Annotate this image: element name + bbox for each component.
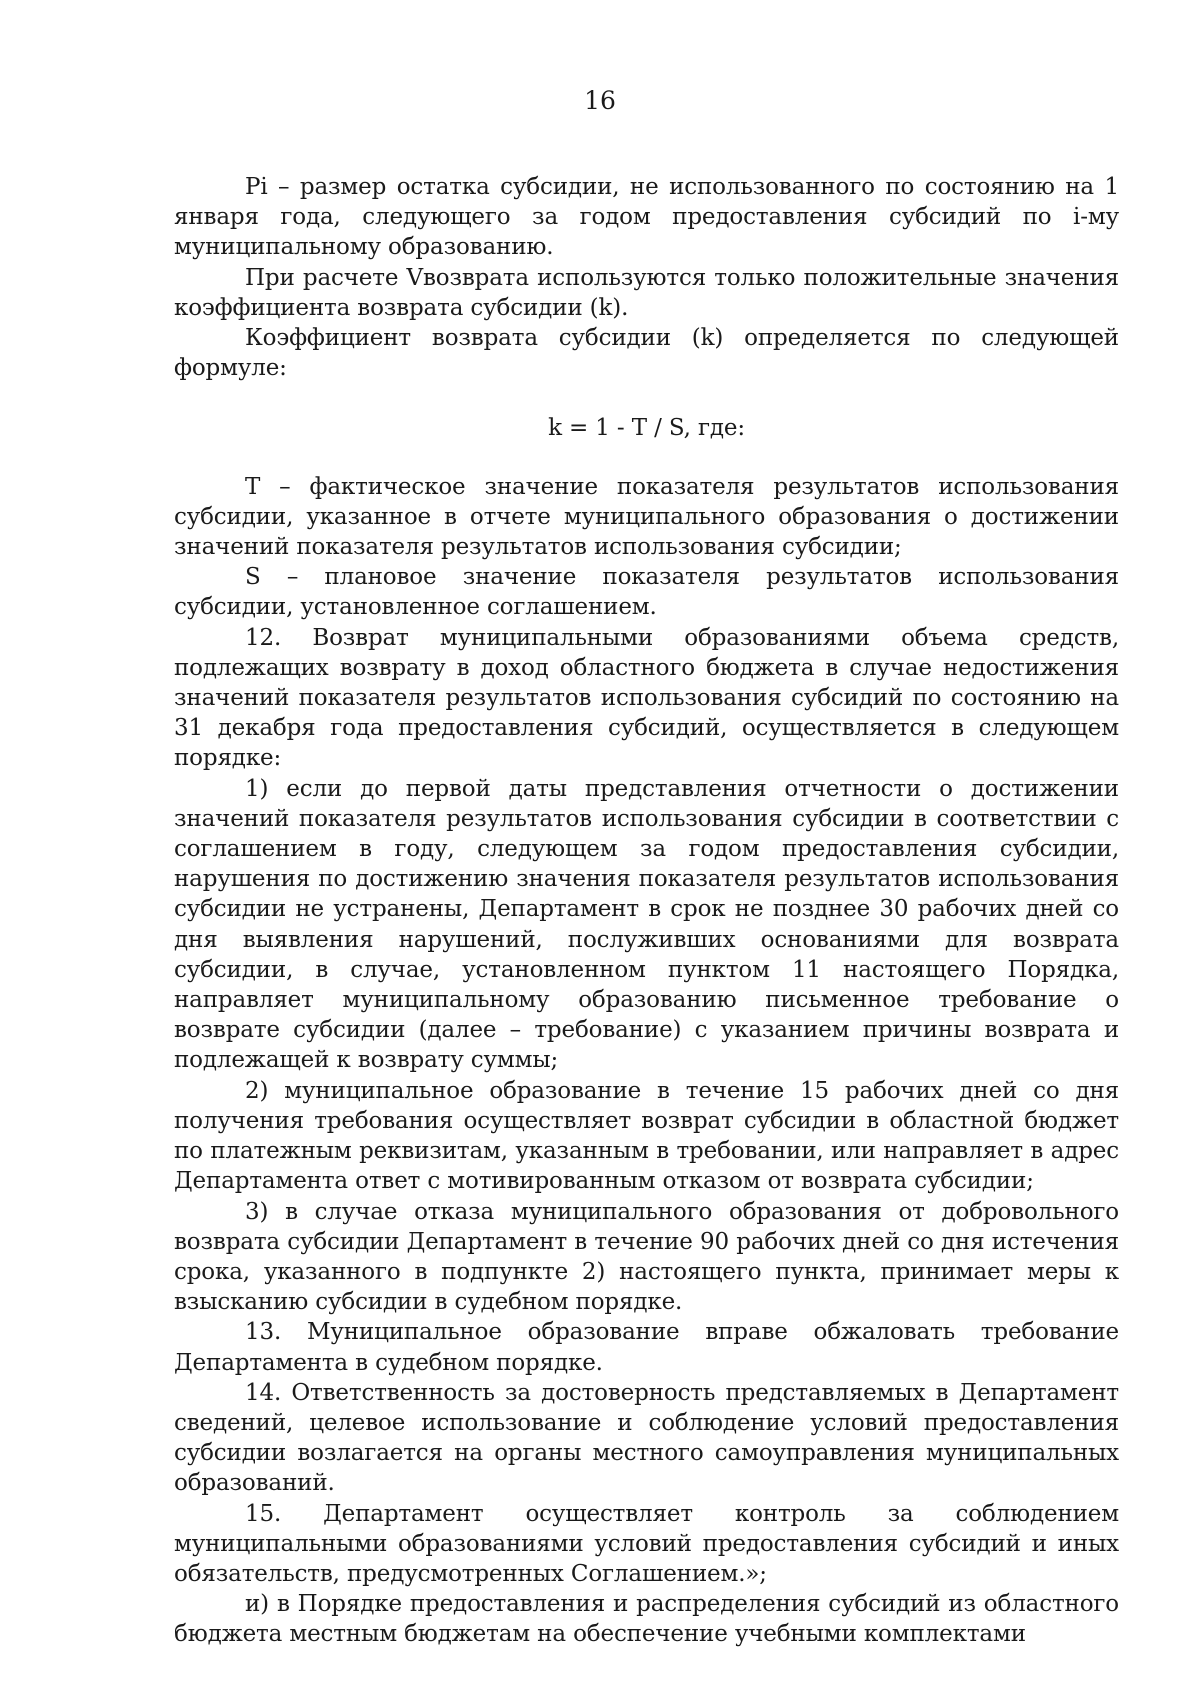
paragraph-item-12: 12. Возврат муниципальными образованиями объема средств, подлежащих возврату в доход областного бюджета в случае недостижения значений показателя результатов использования субсидий по состоянию на 31 декабря года предоставления субсидий, осуществляется в следующем порядке:: [174, 624, 1119, 772]
paragraph-subitem-2: 2) муниципальное образование в течение 15 рабочих дней со дня получения требования осуществляет возврат субсидии в областной бюджет по платежным реквизитам, указанным в требовании, или направляет в адрес Департамента ответ с мотивированным отказом от возврата субсидии;: [174, 1077, 1119, 1195]
document-body: [174, 172, 1119, 1650]
formula: k = 1 - T / S, где:: [548, 415, 745, 442]
paragraph-positive-values: При расчете Vвозврата используются только положительные значения коэффициента возврата субсидии (k).: [174, 264, 1119, 321]
paragraph-item-i: и) в Порядке предоставления и распределения субсидий из областного бюджета местным бюджетам на обеспечение учебными комплектами: [174, 1591, 1119, 1648]
paragraph-s-definition: S – плановое значение показателя результатов использования субсидии, установленное соглашением.: [174, 564, 1119, 621]
paragraph-item-15: 15. Департамент осуществляет контроль за соблюдением муниципальными образованиями условий предоставления субсидий и иных обязательств, предусмотренных Соглашением.»;: [174, 1500, 1119, 1587]
page-number: 16: [584, 86, 616, 115]
paragraph-item-14: 14. Ответственность за достоверность представляемых в Департамент сведений, целевое использование и соблюдение условий предоставления субсидии возлагается на органы местного самоуправления муниципальных образований.: [174, 1379, 1119, 1497]
paragraph-pi-definition: Pi – размер остатка субсидии, не использованного по состоянию на 1 января года, следующего за годом предоставления субсидий по i-му муниципальному образованию.: [174, 174, 1119, 261]
paragraph-t-definition: T – фактическое значение показателя результатов использования субсидии, указанное в отчете муниципального образования о достижении значений показателя результатов использования субсидии;: [174, 473, 1119, 561]
paragraph-subitem-1: 1) если до первой даты представления отчетности о достижении значений показателя результатов использования субсидии в соответствии с соглашением в году, следующем за годом предоставления субсидии, нарушения по достижению значения показателя результатов использования субсидии не устранены, Департамент в срок не позднее 30 рабочих дней со дня выявления нарушений, послуживших основаниями для возврата субсидии, в случае, установленном пунктом 11 настоящего Порядка, направляет муниципальному образованию письменное требование о возврате субсидии (далее – требование) с указанием причины возврата и подлежащей к возврату суммы;: [174, 775, 1119, 1074]
paragraph-subitem-3: 3) в случае отказа муниципального образования от добровольного возврата субсидии Департамент в течение 90 рабочих дней со дня истечения срока, указанного в подпункте 2) настоящего пункта, принимает меры к взысканию субсидии в судебном порядке.: [174, 1198, 1119, 1316]
paragraph-item-13: 13. Муниципальное образование вправе обжаловать требование Департамента в судебном порядке.: [174, 1319, 1119, 1376]
paragraph-coefficient-intro: Коэффициент возврата субсидии (k) определяется по следующей формуле:: [174, 325, 1119, 382]
